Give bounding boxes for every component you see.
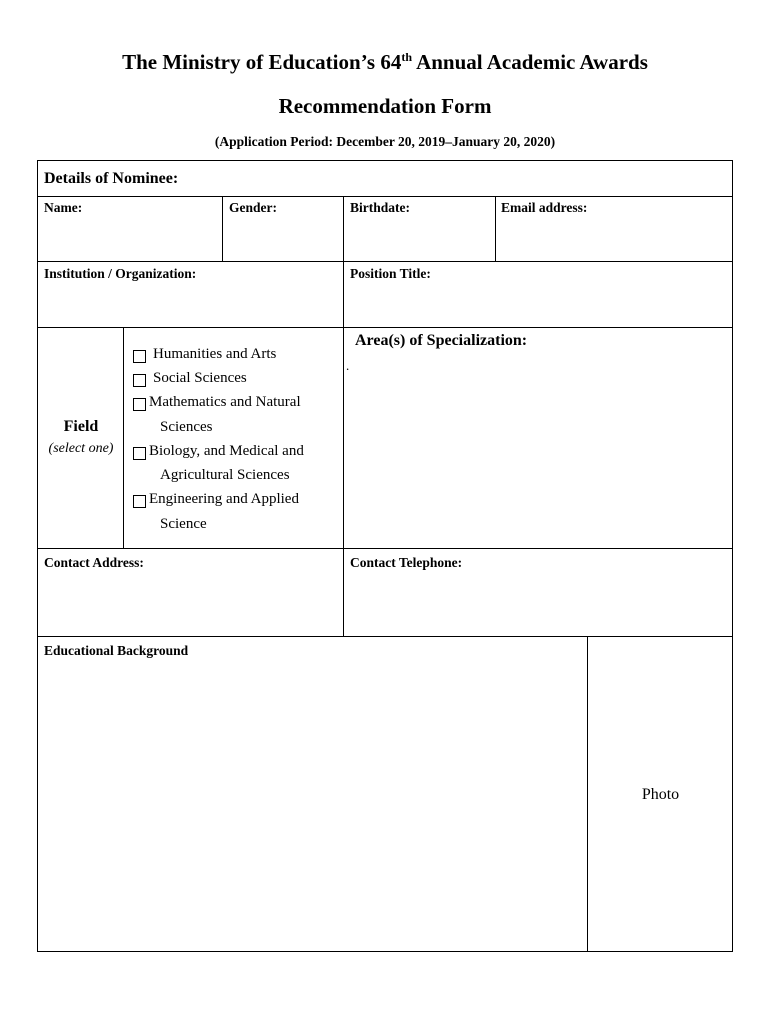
field-hint: (select one) xyxy=(48,441,114,456)
name-label: Name: xyxy=(44,200,83,215)
gender-field[interactable] xyxy=(223,218,343,261)
contact-telephone-field[interactable] xyxy=(344,574,732,636)
email-label: Email address: xyxy=(501,200,588,215)
specialization-field[interactable] xyxy=(344,356,732,548)
checkbox-engineering[interactable] xyxy=(133,495,146,508)
name-field[interactable] xyxy=(38,218,222,261)
specialization-label: Area(s) of Specialization: xyxy=(355,332,528,349)
section-title-nominee: Details of Nominee: xyxy=(44,170,179,187)
contact-address-label: Contact Address: xyxy=(44,555,144,570)
institution-field[interactable] xyxy=(38,284,343,327)
checkbox-humanities[interactable] xyxy=(133,350,146,363)
field-label: Field xyxy=(63,418,99,435)
form-title: The Ministry of Education’s 64th Annual Academic Awards xyxy=(122,50,648,74)
option-mathematics-label-cont: Sciences xyxy=(160,419,213,435)
contact-address-field[interactable] xyxy=(38,574,343,636)
option-engineering-label: Engineering and Applied xyxy=(149,491,299,507)
institution-label: Institution / Organization: xyxy=(44,266,197,281)
birthdate-field[interactable] xyxy=(344,218,495,261)
title-superscript: th xyxy=(401,50,412,64)
educational-background-field[interactable] xyxy=(38,662,587,951)
position-title-field[interactable] xyxy=(344,284,732,327)
checkbox-biology[interactable] xyxy=(133,447,146,460)
birthdate-label: Birthdate: xyxy=(350,200,410,215)
position-title-label: Position Title: xyxy=(350,266,431,281)
contact-telephone-label: Contact Telephone: xyxy=(350,555,463,570)
educational-background-label: Educational Background xyxy=(44,643,189,658)
checkbox-social-sciences[interactable] xyxy=(133,374,146,387)
form-subtitle: Recommendation Form xyxy=(278,94,492,118)
option-humanities-label: Humanities and Arts xyxy=(153,346,277,362)
option-social-sciences-label: Social Sciences xyxy=(153,370,247,386)
option-biology-label-cont: Agricultural Sciences xyxy=(160,467,290,483)
application-period: (Application Period: December 20, 2019–January 20, 2020) xyxy=(214,134,556,149)
option-biology-label: Biology, and Medical and xyxy=(149,443,304,459)
photo-placeholder: Photo xyxy=(641,786,680,803)
gender-label: Gender: xyxy=(229,200,277,215)
option-engineering-label-cont: Science xyxy=(160,516,207,532)
specialization-mark: . xyxy=(346,358,350,373)
checkbox-mathematics[interactable] xyxy=(133,398,146,411)
email-field[interactable] xyxy=(496,218,732,261)
option-mathematics-label: Mathematics and Natural xyxy=(149,394,301,410)
